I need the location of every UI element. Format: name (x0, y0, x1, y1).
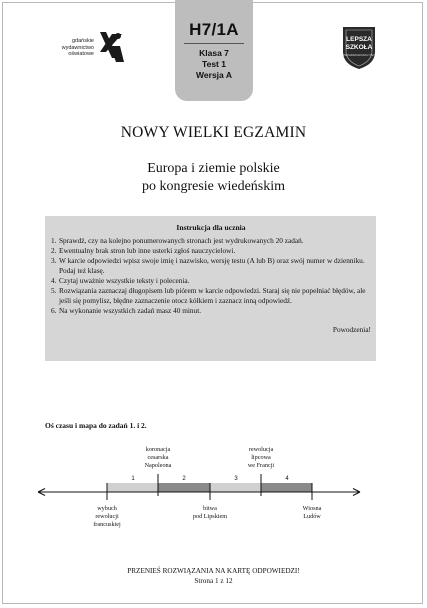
segment-label: 4 (285, 476, 289, 482)
instruction-text: Na wykonanie wszystkich zadań masz 40 minut. (59, 306, 202, 315)
segment-label: 1 (131, 476, 135, 482)
event-line: rewolucja (248, 446, 274, 453)
event-line: Wiosna (302, 505, 322, 512)
event-line: francuskiej (93, 521, 121, 528)
exam-title: NOWY WIELKI EGZAMIN (120, 124, 307, 141)
event-line: pod Lipskiem (192, 513, 228, 520)
instruction-number: 2. (51, 246, 57, 255)
page-footer (0, 566, 427, 586)
instruction-text: Ewentualny brak stron lub inne usterki zgłoś nauczycielowi. (59, 246, 236, 255)
event-line: koronacja (145, 446, 171, 453)
event-label-below (77, 505, 137, 529)
timeline-segment-2 (158, 483, 210, 492)
badge-subtext: PROGRAM EDUKACYJNY (343, 54, 375, 57)
event-line: lipcowa (251, 454, 271, 461)
event-label-above (231, 446, 291, 470)
timeline-segment-1 (107, 483, 158, 492)
instruction-number: 4. (51, 276, 57, 285)
event-line: we Francji (247, 462, 275, 469)
timeline-segment-4 (261, 483, 312, 492)
event-line: bitwa (203, 505, 217, 512)
good-luck-text: Powodzenia! (332, 325, 371, 334)
event-label-below (282, 505, 342, 521)
test-code: H7/1A (189, 20, 239, 39)
subtitle-line: Europa i ziemie polskie (147, 161, 280, 176)
event-line: rewolucji (95, 513, 119, 520)
transfer-answers-note: PRZENIEŚ ROZWIĄZANIA NA KARTĘ ODPOWIEDZI! (127, 567, 300, 575)
instruction-number: 6. (51, 306, 57, 315)
instruction-text: Czytaj uważnie wszystkie teksty i polecenia. (59, 276, 190, 285)
instruction-number: 3. (51, 256, 57, 265)
instruction-text: Sprawdź, czy na kolejno ponumerowanych stronach jest wydrukowanych 20 zadań. (59, 236, 304, 245)
publisher-line: wydawnictwo (61, 44, 94, 51)
event-line: Ludów (303, 513, 321, 520)
badge-text-line: SZKOŁA (345, 44, 373, 51)
event-line: Napoleona (144, 462, 172, 469)
event-label-above (128, 446, 188, 470)
page-number: Strona 1 z 12 (194, 577, 233, 585)
timeline-segment-3 (210, 483, 261, 492)
instruction-number: 1. (51, 236, 57, 245)
badge-text-line: LEPSZA (346, 36, 372, 43)
section-heading: Oś czasu i mapa do zadań 1. i 2. (45, 421, 147, 430)
event-line: cesarska (147, 454, 169, 461)
segment-label: 2 (182, 476, 186, 482)
subtitle-line: po kongresie wiedeńskim (141, 179, 286, 194)
version-label: Wersja A (196, 70, 232, 80)
publisher-line: gdańskie (71, 38, 94, 44)
test-label: Test 1 (202, 59, 226, 69)
publisher-line: oświatowe (68, 51, 94, 57)
instruction-number: 5. (51, 286, 57, 295)
instruction-text: W karcie odpowiedzi wpisz swoje imię i nazwisko, wersję testu (A lub B) oraz swój numer w dzienniku. Podaj też klasę. (59, 256, 365, 275)
instruction-text: Rozwiązania zaznaczaj długopisem lub piórem w karcie odpowiedzi. Staraj się nie popełniać błędów, ale jeśli się pomylisz, błędne zaznaczenie otocz kółkiem i zaznacz inną odpowiedź. (59, 286, 366, 305)
segment-label: 3 (234, 476, 238, 482)
instructions-heading: Instrukcja dla ucznia (176, 223, 246, 232)
event-label-below (180, 505, 240, 521)
class-label: Klasa 7 (199, 48, 229, 58)
event-line: wybuch (97, 505, 117, 512)
